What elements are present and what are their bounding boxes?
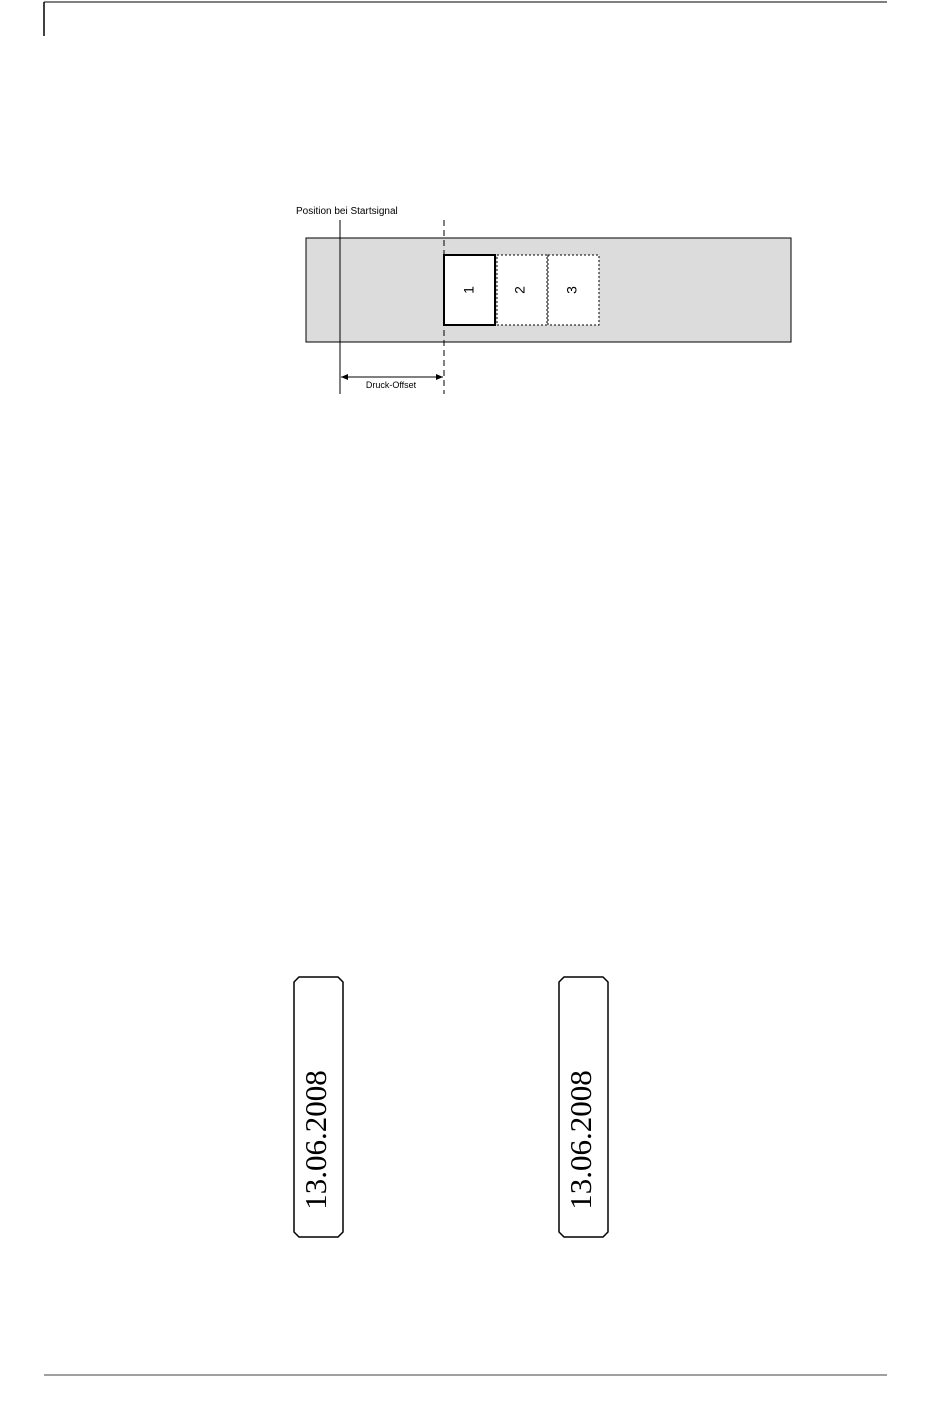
print-box-3-label: 3 — [563, 286, 580, 294]
offset-arrowhead-left — [341, 374, 348, 380]
date-label-2 — [559, 977, 608, 1237]
print-box-2-label: 2 — [511, 286, 528, 294]
print-box-1-label: 1 — [460, 286, 477, 294]
label-date-text: 13.06.2008 — [298, 1070, 334, 1210]
print-offset-diagram — [296, 206, 791, 394]
date-label-1 — [294, 977, 343, 1237]
label-date-text: 13.06.2008 — [563, 1070, 599, 1210]
offset-arrowhead-right — [436, 374, 443, 380]
start-position-label: Position bei Startsignal — [296, 206, 398, 217]
offset-label: Druck-Offset — [365, 380, 417, 390]
